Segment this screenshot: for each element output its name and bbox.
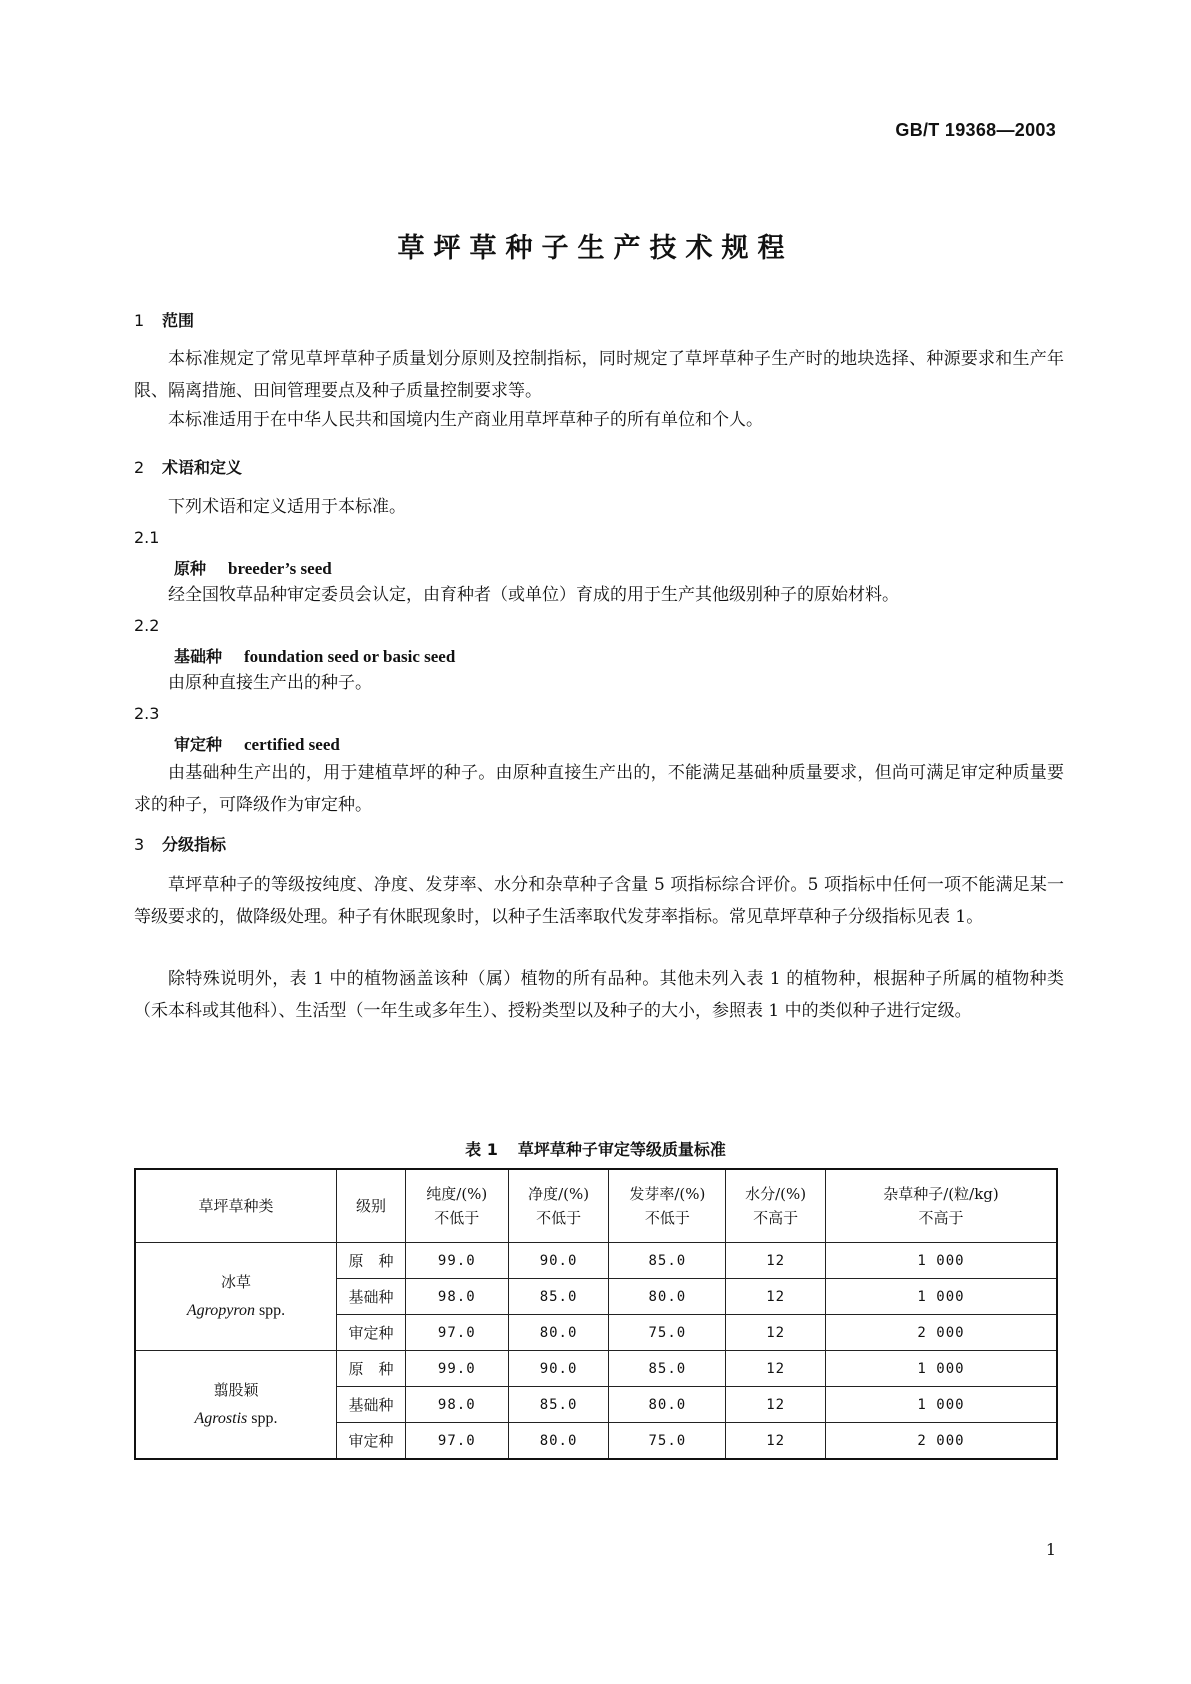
weed-seed-cell: 1 000 [826, 1279, 1057, 1315]
seed-grade-table [134, 1168, 1058, 1460]
germination-cell: 80.0 [609, 1279, 726, 1315]
section-number: 2 [134, 458, 145, 477]
purity-cell: 97.0 [405, 1315, 508, 1351]
grade-cell: 原 种 [337, 1243, 406, 1279]
germination-cell: 85.0 [609, 1351, 726, 1387]
weed-seed-cell: 2 000 [826, 1423, 1057, 1460]
term-number: 2.3 [134, 704, 160, 723]
grade-cell: 基础种 [337, 1279, 406, 1315]
weed-seed-cell: 1 000 [826, 1351, 1057, 1387]
table-caption [0, 1137, 1191, 1160]
species-cell [135, 1243, 337, 1351]
header-germination: 发芽率/(%) 不低于 [609, 1169, 726, 1243]
cleanliness-cell: 90.0 [508, 1243, 609, 1279]
standard-number: GB/T 19368—2003 [895, 120, 1056, 140]
section-3-paragraph-2: 除特殊说明外，表 1 中的植物涵盖该种（属）植物的所有品种。其他未列入表 1 的植物种，根据种子所属的植物种类（禾本科或其他科）、生活型（一年生或多年生）、授粉类型以及种子的大小，参照表 1 中的类似种子进行定级。 [134, 969, 1064, 1021]
species-latin: Agrostis spp. [194, 1410, 278, 1427]
moisture-cell: 12 [726, 1279, 826, 1315]
section-1-heading [134, 308, 194, 331]
moisture-cell: 12 [726, 1351, 826, 1387]
weed-seed-cell: 1 000 [826, 1387, 1057, 1423]
purity-cell: 98.0 [405, 1279, 508, 1315]
cleanliness-cell: 85.0 [508, 1279, 609, 1315]
section-1-paragraph-2: 本标准适用于在中华人民共和国境内生产商业用草坪草种子的所有单位和个人。 [168, 410, 763, 430]
germination-cell: 80.0 [609, 1387, 726, 1423]
moisture-cell: 12 [726, 1315, 826, 1351]
term-en: certified seed [244, 735, 340, 754]
table-row [135, 1351, 1057, 1387]
germination-cell: 85.0 [609, 1243, 726, 1279]
weed-seed-cell: 1 000 [826, 1243, 1057, 1279]
table-caption-title: 草坪草种子审定等级质量标准 [517, 1140, 726, 1159]
header-purity: 纯度/(%) 不低于 [405, 1169, 508, 1243]
cleanliness-cell: 85.0 [508, 1387, 609, 1423]
section-number: 1 [134, 311, 145, 330]
table-caption-number: 表 1 [465, 1140, 498, 1159]
section-2-intro: 下列术语和定义适用于本标准。 [168, 497, 406, 517]
term-heading [174, 732, 340, 755]
term-definition: 经全国牧草品种审定委员会认定，由育种者（或单位）育成的用于生产其他级别种子的原始材料。 [168, 585, 899, 605]
section-title: 术语和定义 [162, 458, 243, 477]
term-definition: 由基础种生产出的，用于建植草坪的种子。由原种直接生产出的，不能满足基础种质量要求，但尚可满足审定种质量要求的种子，可降级作为审定种。 [134, 763, 1064, 815]
germination-cell: 75.0 [609, 1315, 726, 1351]
cleanliness-cell: 90.0 [508, 1351, 609, 1387]
weed-seed-cell: 2 000 [826, 1315, 1057, 1351]
moisture-cell: 12 [726, 1243, 826, 1279]
header-cleanliness: 净度/(%) 不低于 [508, 1169, 609, 1243]
grade-cell: 审定种 [337, 1315, 406, 1351]
table-header-row [135, 1169, 1057, 1243]
species-zh: 翦股颖 [213, 1381, 259, 1399]
term-number: 2.2 [134, 616, 160, 635]
header-weed-seed: 杂草种子/(粒/kg) 不高于 [826, 1169, 1057, 1243]
section-3-heading [134, 832, 226, 855]
header-grade: 级别 [337, 1169, 406, 1243]
grade-cell: 原 种 [337, 1351, 406, 1387]
purity-cell: 99.0 [405, 1351, 508, 1387]
cleanliness-cell: 80.0 [508, 1315, 609, 1351]
species-latin: Agropyron spp. [186, 1302, 286, 1319]
term-heading [174, 644, 455, 667]
header-moisture: 水分/(%) 不高于 [726, 1169, 826, 1243]
term-heading [174, 556, 332, 579]
document-title: 草坪草种子生产技术规程 [397, 233, 794, 264]
purity-cell: 99.0 [405, 1243, 508, 1279]
term-en: breeder’s seed [228, 559, 332, 578]
moisture-cell: 12 [726, 1387, 826, 1423]
section-1-paragraph-1: 本标准规定了常见草坪草种子质量划分原则及控制指标，同时规定了草坪草种子生产时的地块选择、种源要求和生产年限、隔离措施、田间管理要点及种子质量控制要求等。 [134, 349, 1064, 401]
section-2-heading [134, 455, 242, 478]
section-title: 范围 [162, 311, 195, 330]
term-zh: 原种 [174, 559, 207, 578]
term-definition: 由原种直接生产出的种子。 [168, 673, 372, 693]
species-zh: 冰草 [221, 1273, 252, 1291]
purity-cell: 97.0 [405, 1423, 508, 1460]
section-number: 3 [134, 835, 145, 854]
table-row [135, 1243, 1057, 1279]
cleanliness-cell: 80.0 [508, 1423, 609, 1460]
section-title: 分级指标 [162, 835, 227, 854]
species-cell [135, 1351, 337, 1460]
term-zh: 基础种 [174, 647, 223, 666]
section-3-paragraph-1: 草坪草种子的等级按纯度、净度、发芽率、水分和杂草种子含量 5 项指标综合评价。5 项指标中任何一项不能满足某一等级要求的，做降级处理。种子有休眠现象时，以种子生活率取代发芽率指标。常见草坪草种子分级指标见表 1。 [134, 875, 1064, 927]
header-species: 草坪草种类 [135, 1169, 337, 1243]
moisture-cell: 12 [726, 1423, 826, 1460]
term-en: foundation seed or basic seed [244, 647, 456, 666]
term-number: 2.1 [134, 528, 160, 547]
purity-cell: 98.0 [405, 1387, 508, 1423]
germination-cell: 75.0 [609, 1423, 726, 1460]
term-zh: 审定种 [174, 735, 223, 754]
page-number: 1 [1045, 1540, 1056, 1559]
grade-cell: 审定种 [337, 1423, 406, 1460]
grade-cell: 基础种 [337, 1387, 406, 1423]
